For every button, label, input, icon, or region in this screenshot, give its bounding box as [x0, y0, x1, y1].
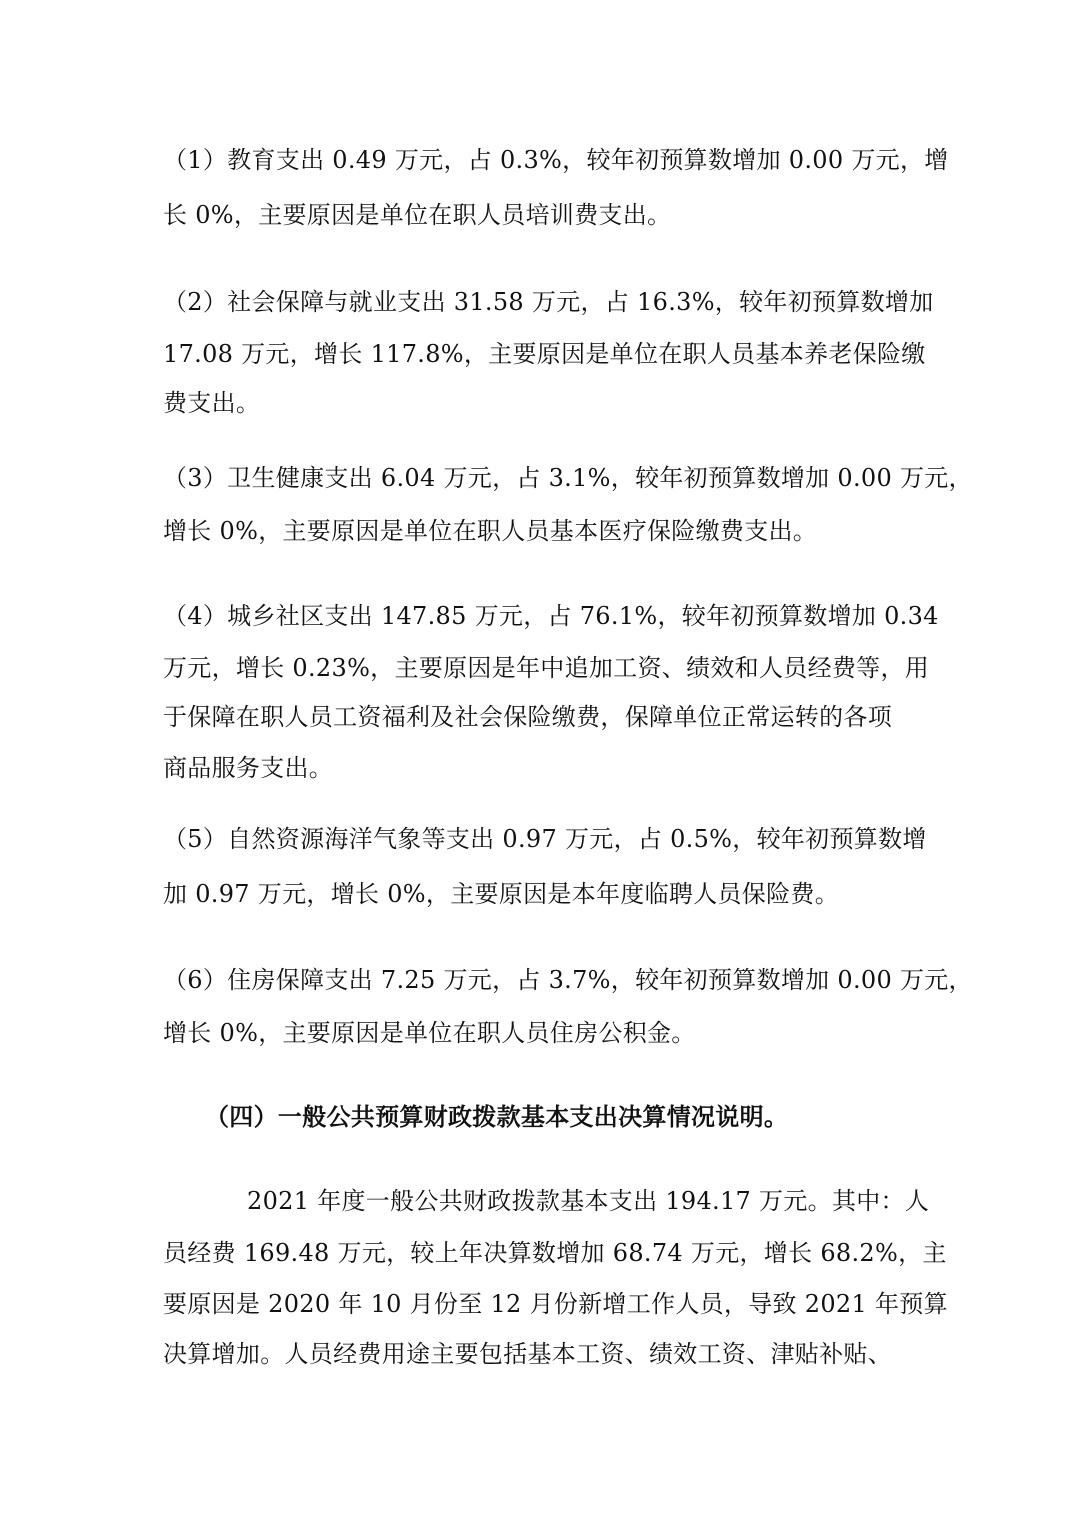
paragraph-line-2: 员经费 169.48 万元，较上年决算数增加 68.74 万元，增长 68.2%，主 [163, 1239, 947, 1267]
item-1-line-2: 长 0%，主要原因是单位在职人员培训费支出。 [163, 201, 672, 229]
item-5-line-2: 加 0.97 万元，增长 0%，主要原因是本年度临聘人员保险费。 [163, 880, 839, 908]
paragraph-line-1: 2021 年度一般公共财政拨款基本支出 194.17 万元。其中：人 [247, 1187, 930, 1215]
item-4-line-2: 万元，增长 0.23%，主要原因是年中追加工资、绩效和人员经费等，用 [163, 654, 930, 682]
item-2-line-1: （2）社会保障与就业支出 31.58 万元，占 16.3%，较年初预算数增加 [163, 288, 934, 316]
item-3-line-2: 增长 0%，主要原因是单位在职人员基本医疗保险缴费支出。 [163, 517, 818, 545]
paragraph-line-3: 要原因是 2020 年 10 月份至 12 月份新增工作人员，导致 2021 年预算 [163, 1290, 948, 1318]
item-4-line-1: （4）城乡社区支出 147.85 万元，占 76.1%，较年初预算数增加 0.34 [163, 602, 939, 630]
item-5-line-1: （5）自然资源海洋气象等支出 0.97 万元，占 0.5%，较年初预算数增 [163, 825, 927, 853]
item-2-line-3: 费支出。 [163, 389, 261, 417]
item-4-line-3: 于保障在职人员工资福利及社会保险缴费，保障单位正常运转的各项 [163, 703, 892, 731]
item-6-line-2: 增长 0%，主要原因是单位在职人员住房公积金。 [163, 1019, 696, 1047]
item-4-line-4: 商品服务支出。 [163, 754, 334, 782]
section-heading: （四）一般公共预算财政拨款基本支出决算情况说明。 [205, 1103, 789, 1131]
item-1-line-1: （1）教育支出 0.49 万元，占 0.3%，较年初预算数增加 0.00 万元，增 [163, 146, 949, 174]
paragraph-line-4: 决算增加。人员经费用途主要包括基本工资、绩效工资、津贴补贴、 [163, 1340, 892, 1368]
item-2-line-2: 17.08 万元，增长 117.8%，主要原因是单位在职人员基本养老保险缴 [163, 340, 926, 368]
item-3-line-1: （3）卫生健康支出 6.04 万元，占 3.1%，较年初预算数增加 0.00 万元， [163, 464, 973, 492]
item-6-line-1: （6）住房保障支出 7.25 万元，占 3.7%，较年初预算数增加 0.00 万元， [163, 966, 973, 994]
